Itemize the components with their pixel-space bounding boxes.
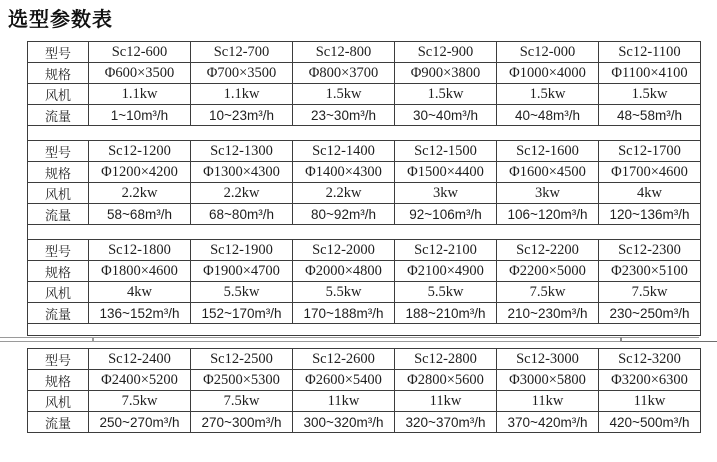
spec-cell: Φ1800×4600 [89,261,191,282]
spec-cell: Φ2500×5300 [191,370,293,391]
row-label-fan: 风机 [28,84,89,105]
flow-row [28,105,701,126]
spec-cell: Φ2400×5200 [89,370,191,391]
model-cell: Sc12-2000 [293,240,395,261]
model-cell: Sc12-600 [89,42,191,63]
flow-cell: 68~80m³/h [191,204,293,225]
row-label-spec: 规格 [28,261,89,282]
spec-cell: Φ1900×4700 [191,261,293,282]
spec-cell: Φ2000×4800 [293,261,395,282]
row-label-fan: 风机 [28,282,89,303]
spec-row [28,370,701,391]
spec-cell: Φ700×3500 [191,63,293,84]
model-row [28,42,701,63]
group-gap [27,225,701,239]
spec-cell: Φ3200×6300 [599,370,701,391]
document-page [0,3,717,462]
model-cell: Sc12-1900 [191,240,293,261]
spec-cell: Φ1600×4500 [497,162,599,183]
fan-cell: 1.5kw [293,84,395,105]
fan-cell: 5.5kw [191,282,293,303]
model-cell: Sc12-2800 [395,349,497,370]
fan-cell: 3kw [395,183,497,204]
model-cell: Sc12-1100 [599,42,701,63]
model-cell: Sc12-1800 [89,240,191,261]
flow-cell: 106~120m³/h [497,204,599,225]
fan-cell: 2.2kw [293,183,395,204]
flow-cell: 30~40m³/h [395,105,497,126]
spec-table-group-3 [27,239,701,324]
row-label-fan: 风机 [28,183,89,204]
fan-cell: 11kw [497,391,599,412]
row-label-flow: 流量 [28,105,89,126]
fan-row [28,183,701,204]
fan-cell: 4kw [599,183,701,204]
table-area [27,41,701,433]
model-cell: Sc12-1700 [599,141,701,162]
model-cell: Sc12-3200 [599,349,701,370]
flow-cell: 120~136m³/h [599,204,701,225]
spec-table-group-4 [27,348,701,433]
flow-cell: 40~48m³/h [497,105,599,126]
fan-cell: 7.5kw [497,282,599,303]
fan-row [28,84,701,105]
model-cell: Sc12-2400 [89,349,191,370]
model-cell: Sc12-2300 [599,240,701,261]
model-cell: Sc12-1500 [395,141,497,162]
row-label-model: 型号 [28,240,89,261]
model-cell: Sc12-700 [191,42,293,63]
outer-box-tail [27,324,701,336]
fan-cell: 5.5kw [395,282,497,303]
model-row [28,141,701,162]
spec-table-group-1 [27,41,701,126]
spec-row [28,63,701,84]
model-row [28,349,701,370]
row-label-flow: 流量 [28,412,89,433]
spec-cell: Φ1100×4100 [599,63,701,84]
spec-cell: Φ2300×5100 [599,261,701,282]
model-cell: Sc12-2600 [293,349,395,370]
row-label-model: 型号 [28,141,89,162]
flow-cell: 92~106m³/h [395,204,497,225]
flow-cell: 10~23m³/h [191,105,293,126]
model-cell: Sc12-3000 [497,349,599,370]
flow-cell: 320~370m³/h [395,412,497,433]
page-break-separator [0,337,717,344]
flow-cell: 80~92m³/h [293,204,395,225]
row-label-spec: 规格 [28,370,89,391]
spec-row [28,162,701,183]
flow-cell: 48~58m³/h [599,105,701,126]
row-label-model: 型号 [28,349,89,370]
model-row [28,240,701,261]
flow-cell: 270~300m³/h [191,412,293,433]
model-cell: Sc12-2200 [497,240,599,261]
fan-cell: 1.1kw [89,84,191,105]
spec-cell: Φ2600×5400 [293,370,395,391]
page-break-line-bottom [0,341,627,342]
model-cell: Sc12-1400 [293,141,395,162]
spec-cell: Φ1500×4400 [395,162,497,183]
row-label-flow: 流量 [28,204,89,225]
fan-cell: 3kw [497,183,599,204]
model-cell: Sc12-2500 [191,349,293,370]
fan-cell: 5.5kw [293,282,395,303]
fan-row [28,282,701,303]
fan-cell: 2.2kw [191,183,293,204]
model-cell: Sc12-900 [395,42,497,63]
spec-cell: Φ1000×4000 [497,63,599,84]
flow-cell: 152~170m³/h [191,303,293,324]
row-label-spec: 规格 [28,162,89,183]
model-cell: Sc12-000 [497,42,599,63]
fan-cell: 11kw [395,391,497,412]
flow-row [28,303,701,324]
fan-cell: 11kw [293,391,395,412]
spec-cell: Φ600×3500 [89,63,191,84]
flow-cell: 250~270m³/h [89,412,191,433]
flow-cell: 23~30m³/h [293,105,395,126]
spec-cell: Φ1300×4300 [191,162,293,183]
spec-cell: Φ1200×4200 [89,162,191,183]
fan-cell: 7.5kw [191,391,293,412]
page-break-line-bottom-dark [620,341,717,342]
spec-cell: Φ3000×5800 [497,370,599,391]
page-break-notch-left [92,337,94,342]
page-break-notch-right [620,337,622,342]
flow-cell: 300~320m³/h [293,412,395,433]
spec-cell: Φ2800×5600 [395,370,497,391]
page-break-line-top [0,337,699,338]
model-cell: Sc12-800 [293,42,395,63]
spec-cell: Φ1400×4300 [293,162,395,183]
fan-cell: 1.5kw [599,84,701,105]
fan-row [28,391,701,412]
flow-cell: 420~500m³/h [599,412,701,433]
spec-cell: Φ800×3700 [293,63,395,84]
flow-cell: 230~250m³/h [599,303,701,324]
fan-cell: 7.5kw [599,282,701,303]
model-cell: Sc12-1200 [89,141,191,162]
flow-cell: 370~420m³/h [497,412,599,433]
model-cell: Sc12-2100 [395,240,497,261]
row-label-model: 型号 [28,42,89,63]
model-cell: Sc12-1300 [191,141,293,162]
flow-cell: 1~10m³/h [89,105,191,126]
fan-cell: 1.5kw [497,84,599,105]
spec-cell: Φ900×3800 [395,63,497,84]
spec-cell: Φ2200×5000 [497,261,599,282]
fan-cell: 1.5kw [395,84,497,105]
spec-cell: Φ1700×4600 [599,162,701,183]
flow-row [28,412,701,433]
fan-cell: 7.5kw [89,391,191,412]
flow-cell: 210~230m³/h [497,303,599,324]
spec-table-group-2 [27,140,701,225]
fan-cell: 11kw [599,391,701,412]
row-label-flow: 流量 [28,303,89,324]
flow-cell: 136~152m³/h [89,303,191,324]
row-label-fan: 风机 [28,391,89,412]
row-label-spec: 规格 [28,63,89,84]
page-title: 选型参数表 [8,9,113,31]
model-cell: Sc12-1600 [497,141,599,162]
spec-cell: Φ2100×4900 [395,261,497,282]
flow-cell: 188~210m³/h [395,303,497,324]
flow-row [28,204,701,225]
spec-row [28,261,701,282]
fan-cell: 1.1kw [191,84,293,105]
group-gap [27,126,701,140]
flow-cell: 170~188m³/h [293,303,395,324]
fan-cell: 2.2kw [89,183,191,204]
flow-cell: 58~68m³/h [89,204,191,225]
fan-cell: 4kw [89,282,191,303]
